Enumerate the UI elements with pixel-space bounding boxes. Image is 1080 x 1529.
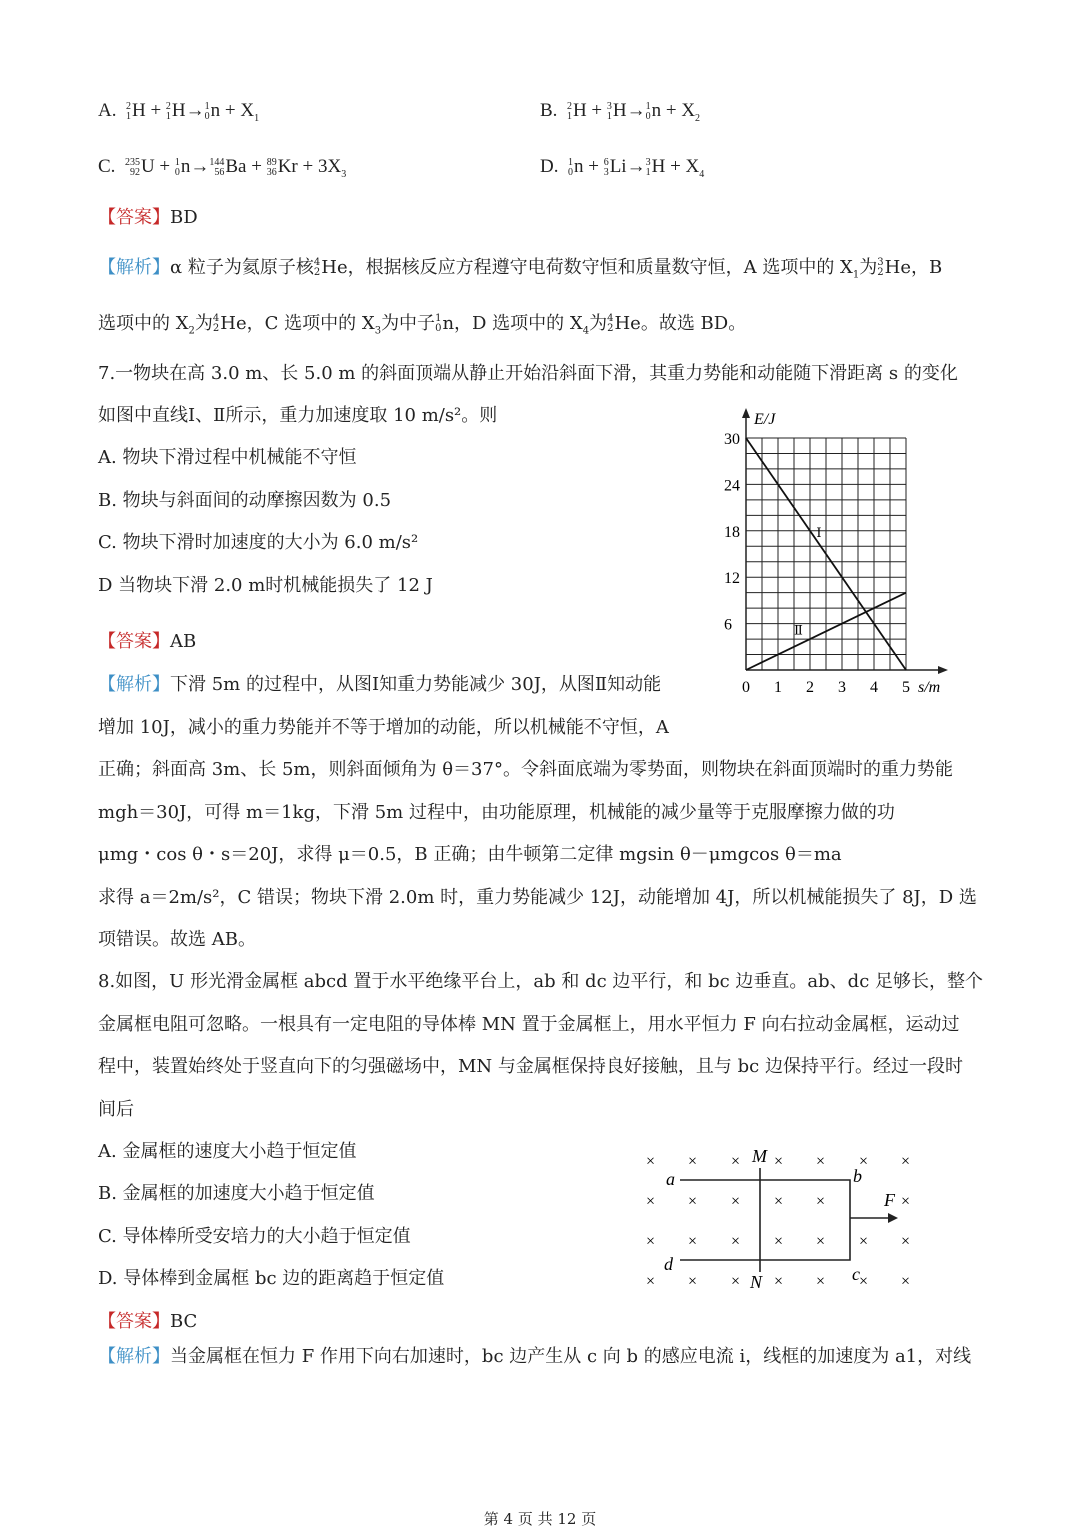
field-cross: ×	[774, 1193, 784, 1210]
field-cross: ×	[859, 1273, 869, 1290]
q7-stem-2: 如图中直线Ⅰ、Ⅱ所示，重力加速度取 10 m/s²。则	[98, 405, 498, 426]
q6-answer: 【答案】BD	[98, 207, 198, 228]
field-cross: ×	[901, 1193, 911, 1210]
q7-analysis-4: mgh＝30J，可得 m＝1kg，下滑 5m 过程中，由功能原理，机械能的减少量等于克服摩擦力做的功	[98, 802, 895, 823]
q7-answer: 【答案】AB	[98, 631, 197, 652]
q8-option-a: A. 金属框的速度大小趋于恒定值	[98, 1141, 357, 1162]
q7-analysis-2: 增加 10J，减小的重力势能并不等于增加的动能，所以机械能不守恒，A	[98, 717, 669, 738]
x-tick-label: 5	[902, 679, 910, 696]
label-d: d	[664, 1254, 673, 1274]
field-cross: ×	[688, 1273, 698, 1290]
field-cross: ×	[774, 1233, 784, 1250]
field-cross: ×	[646, 1193, 656, 1210]
label-m: M	[752, 1146, 767, 1166]
x-tick-label: 2	[806, 679, 814, 696]
q8-analysis-1: 【解析】当金属框在恒力 F 作用下向右加速时，bc 边产生从 c 向 b 的感应电流 i，线框的加速度为 a1，对线	[98, 1346, 972, 1367]
q8-stem-3: 程中，装置始终处于竖直向下的匀强磁场中，MN 与金属框保持良好接触，且与 bc 边保持平行。经过一段时	[98, 1056, 963, 1077]
field-cross: ×	[859, 1153, 869, 1170]
field-cross: ×	[646, 1273, 656, 1290]
energy-chart	[700, 400, 960, 700]
field-cross: ×	[774, 1153, 784, 1170]
field-cross: ×	[901, 1273, 911, 1290]
x-tick-label: 4	[870, 679, 878, 696]
label-b: b	[853, 1166, 862, 1186]
q7-option-a: A. 物块下滑过程中机械能不守恒	[98, 447, 357, 468]
field-cross: ×	[688, 1153, 698, 1170]
field-cross: ×	[646, 1153, 656, 1170]
field-cross: ×	[688, 1233, 698, 1250]
y-tick-label: 30	[724, 431, 740, 448]
q7-option-d: D 当物块下滑 2.0 m时机械能损失了 12 J	[98, 575, 433, 596]
q6-analysis-line1: 【解析】α 粒子为氦原子核 4 2 He，根据核反应方程遵守电荷数守恒和质量数守恒，A 选项中的 $X_1$为 3 2 He，B	[98, 257, 943, 281]
field-cross: ×	[816, 1153, 826, 1170]
q7-analysis-1: 【解析】下滑 5m 的过程中，从图Ⅰ知重力势能减少 30J，从图Ⅱ知动能	[98, 674, 662, 695]
field-cross: ×	[816, 1273, 826, 1290]
field-cross: ×	[816, 1193, 826, 1210]
field-cross: ×	[731, 1193, 741, 1210]
field-cross: ×	[859, 1233, 869, 1250]
q7-analysis-6: 求得 a＝2m/s²，C 错误；物块下滑 2.0m 时，重力势能减少 12J，动能增加 4J，所以机械能损失了 8J，D 选	[98, 887, 977, 908]
x-tick-label: 1	[774, 679, 782, 696]
y-axis-arrow	[742, 408, 750, 418]
q8-answer: 【答案】BC	[98, 1311, 198, 1332]
q6-analysis-line2: 选项中的 $X_2$为 4 2 He，C 选项中的 $X_3$为中子 1 0 n，D 选项中的 $X_4$为 4 2 He。故选 BD。	[98, 313, 747, 337]
page-footer: 第 4 页 共 12 页	[483, 1510, 597, 1528]
q7-analysis-3: 正确；斜面高 3m、长 5m，则斜面倾角为 θ＝37°。令斜面底端为零势面，则物块在斜面顶端时的重力势能	[98, 759, 953, 780]
chart-axes	[742, 408, 948, 674]
y-axis-label: E/J	[754, 411, 776, 428]
q8-option-b: B. 金属框的加速度大小趋于恒定值	[98, 1183, 375, 1204]
y-tick-label: 18	[724, 523, 740, 541]
field-cross: ×	[816, 1233, 826, 1250]
label-f: F	[884, 1190, 895, 1210]
q7-analysis-7: 项错误。故选 AB。	[98, 929, 256, 950]
q8-stem-2: 金属框电阻可忽略。一根具有一定电阻的导体棒 MN 置于金属框上，用水平恒力 F 向右拉动金属框，运动过	[98, 1014, 960, 1035]
label-a: a	[666, 1169, 675, 1189]
series-label: Ⅰ	[816, 524, 822, 540]
field-cross: ×	[901, 1153, 911, 1170]
q6-option-a: A. 2 1 H + 2 1 H→ 1 0 $n + X_1$	[98, 100, 260, 124]
field-cross: ×	[901, 1233, 911, 1250]
field-cross: ×	[731, 1233, 741, 1250]
q7-stem-1: 7.一物块在高 3.0 m、长 5.0 m 的斜面顶端从静止开始沿斜面下滑，其重力势能和动能随下滑距离 s 的变化	[98, 363, 958, 384]
q7-option-c: C. 物块下滑时加速度的大小为 6.0 m/s²	[98, 532, 419, 553]
circuit-diagram	[630, 1140, 930, 1300]
x-tick-label: 0	[742, 679, 750, 696]
y-tick-label: 12	[724, 570, 740, 588]
label-c: c	[852, 1264, 860, 1284]
field-cross: ×	[731, 1273, 741, 1290]
y-tick-label: 24	[724, 477, 740, 495]
q8-stem-1: 8.如图，U 形光滑金属框 abcd 置于水平绝缘平台上，ab 和 dc 边平行，和 bc 边垂直。ab、dc 足够长，整个	[98, 971, 984, 992]
q6-option-c: C. 235 92 U + 1 0 n→ 144 56 Ba + 89 36 $Kr + 3X_3$	[98, 156, 347, 180]
field-cross: ×	[731, 1153, 741, 1170]
force-arrowhead	[888, 1213, 898, 1223]
q8-option-d: D. 导体棒到金属框 bc 边的距离趋于恒定值	[98, 1268, 445, 1289]
q7-option-b: B. 物块与斜面间的动摩擦因数为 0.5	[98, 490, 392, 511]
q6-option-d: D. 1 0 n + 6 3 Li→ 3 1 $H + X_4$	[540, 156, 705, 180]
series-label: Ⅱ	[794, 622, 803, 638]
label-n: N	[750, 1272, 763, 1292]
x-axis-label: s/m	[918, 679, 941, 696]
x-tick-label: 3	[838, 679, 846, 696]
q8-option-c: C. 导体棒所受安培力的大小趋于恒定值	[98, 1226, 411, 1247]
field-cross: ×	[688, 1193, 698, 1210]
q6-option-b: B. 2 1 H + 3 1 H→ 1 0 $n + X_2$	[540, 100, 701, 124]
field-cross: ×	[646, 1233, 656, 1250]
magnetic-field-crosses	[646, 1153, 910, 1290]
q7-analysis-5: μmg・cos θ・s＝20J，求得 μ＝0.5，B 正确；由牛顿第二定律 mgsin θ－μmgcos θ＝ma	[98, 844, 842, 865]
x-axis-arrow	[938, 666, 948, 674]
y-tick-label: 6	[724, 616, 732, 634]
field-cross: ×	[774, 1273, 784, 1290]
q8-stem-4: 间后	[98, 1099, 134, 1120]
